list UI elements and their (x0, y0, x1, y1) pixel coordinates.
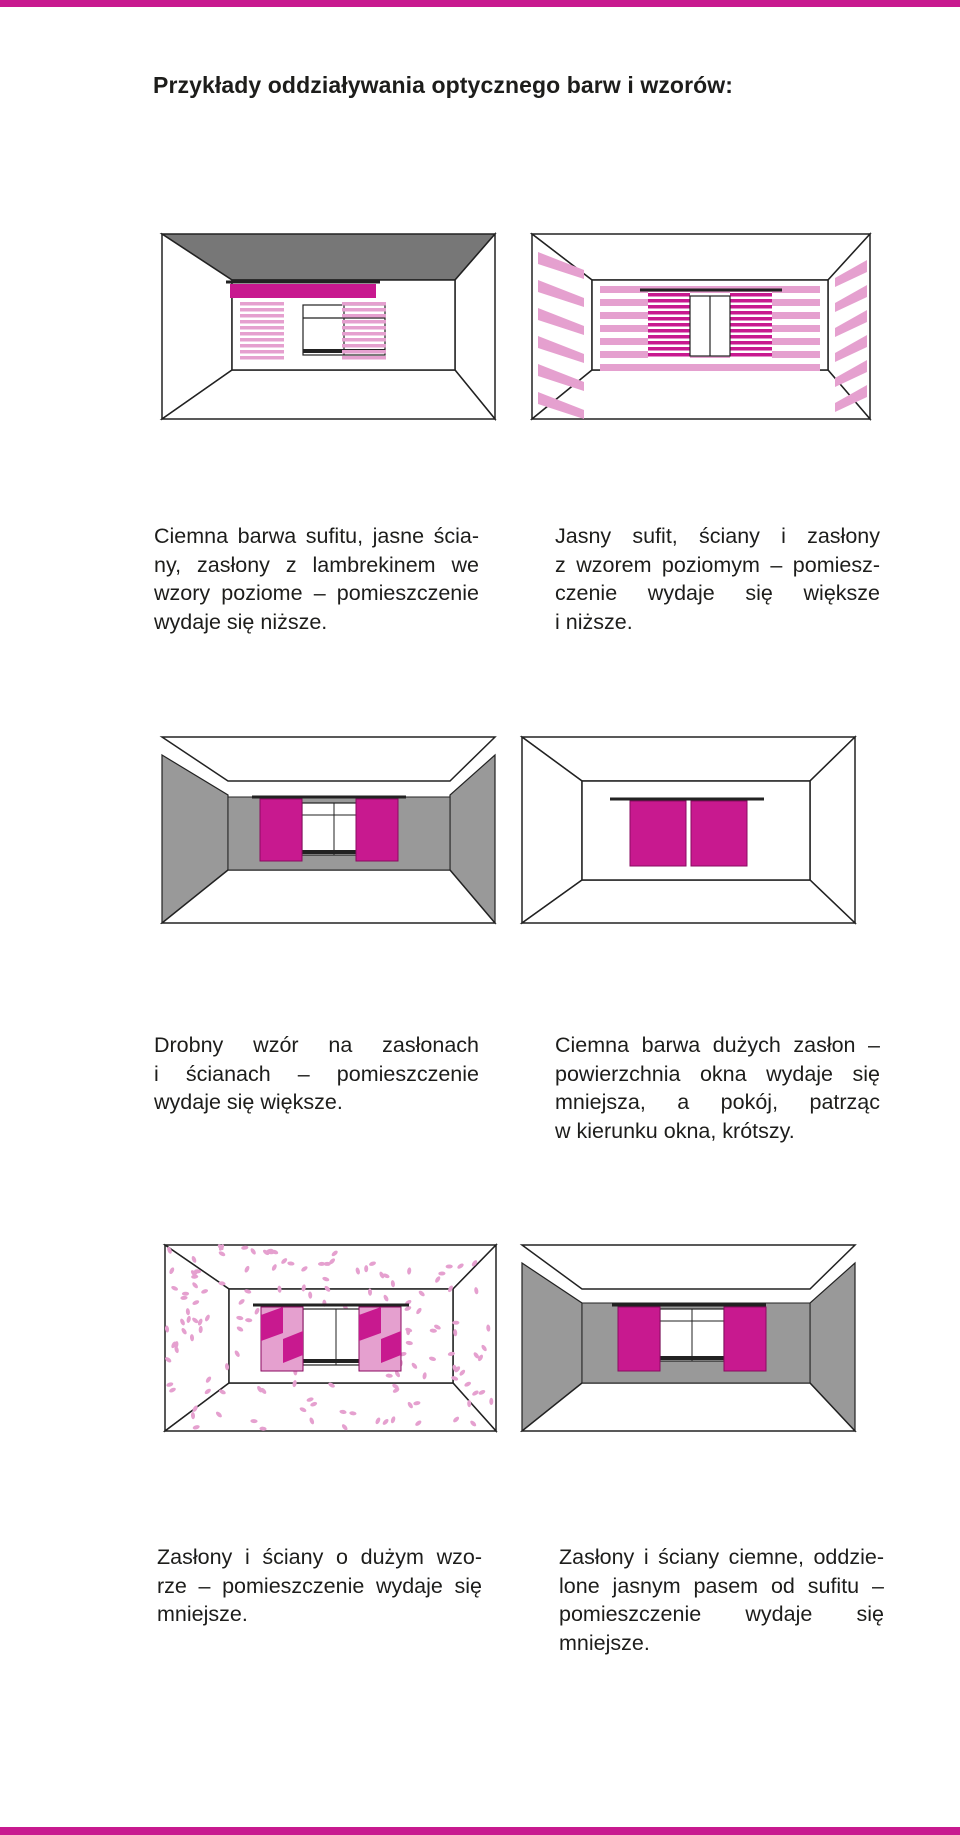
caption-ex3: Drobny wzór na zasłonach i ścianach – pomieszczenie wydaje się większe. (154, 1033, 479, 1114)
caption-ex4: Ciemna barwa dużych zasłon – powierzchnia okna wydaje się mniejsza, a pokój, patrząc w kierunku okna, krótszy. (555, 1033, 880, 1143)
illustration-dark-large-curtains (520, 735, 860, 925)
illustration-dark-walls-band (520, 1243, 860, 1433)
caption-ex6: Zasłony i ściany ciemne, oddzie- lone jasnym pasem od sufitu – pomieszczenie wydaje się mniejsze. (559, 1545, 884, 1655)
illustration-horizontal-stripes (530, 230, 875, 425)
illustration-gray-walls-curtains (160, 735, 500, 925)
illustration-large-pattern (163, 1243, 500, 1433)
page-title: Przykłady oddziaływania optycznego barw i wzorów: (153, 72, 734, 98)
bottom-accent-bar (0, 1827, 960, 1835)
top-accent-bar (0, 0, 960, 7)
caption-ex1: Ciemna barwa sufitu, jasne ścia- ny, zasłony z lambrekinem we wzory poziome – pomieszczenie wydaje się niższe. (154, 524, 479, 634)
caption-ex5: Zasłony i ściany o dużym wzo- rze – pomieszczenie wydaje się mniejsze. (157, 1545, 482, 1626)
caption-ex2: Jasny sufit, ściany i zasłony z wzorem poziomym – pomiesz- czenie wydaje się większe i niższe. (555, 524, 880, 634)
illustration-dark-ceiling (160, 230, 500, 425)
